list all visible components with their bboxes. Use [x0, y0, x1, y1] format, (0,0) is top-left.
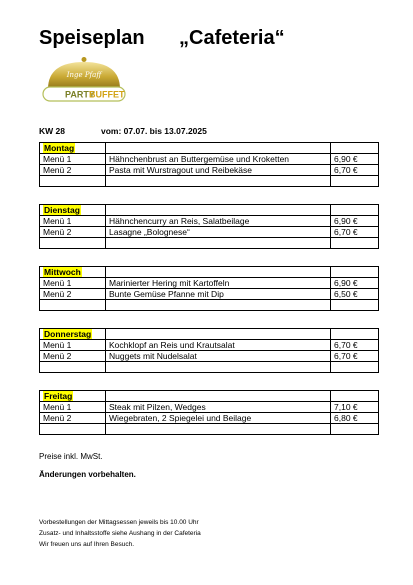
- day-name-cell: [40, 329, 106, 340]
- table-row: [40, 362, 379, 373]
- menu-table-freitag: [39, 390, 379, 435]
- menu-table-mittwoch: [39, 266, 379, 311]
- price: 6,80 €: [331, 413, 379, 424]
- menu-table-donnerstag: [39, 328, 379, 373]
- menu-label: Menü 2: [40, 351, 106, 362]
- day-name: Donnerstag: [44, 329, 92, 339]
- logo-brand-right: BUFFET: [89, 89, 125, 100]
- menu-label: Menü 2: [40, 289, 106, 300]
- price: 6,70 €: [331, 227, 379, 238]
- table-row: [40, 300, 379, 311]
- table-row: [40, 267, 379, 278]
- logo-brand-left: PARTY: [65, 89, 95, 100]
- menu-label: Menü 2: [40, 413, 106, 424]
- table-row: [40, 238, 379, 249]
- dish: Steak mit Pilzen, Wedges: [106, 402, 331, 413]
- price: 7,10 €: [331, 402, 379, 413]
- party-buffet-logo: [38, 56, 130, 108]
- table-row: [40, 340, 379, 351]
- dish: Lasagne „Bolognese“: [106, 227, 331, 238]
- day-name: Mittwoch: [44, 267, 81, 277]
- table-row: [40, 143, 379, 154]
- price: 6,90 €: [331, 216, 379, 227]
- day-name: Freitag: [44, 391, 73, 401]
- menu-label: Menü 2: [40, 165, 106, 176]
- table-row: [40, 216, 379, 227]
- menu-label: Menü 1: [40, 154, 106, 165]
- menu-table-montag: [39, 142, 379, 187]
- dish: Wiegebraten, 2 Spiegelei und Beilage: [106, 413, 331, 424]
- menu-label: Menü 2: [40, 227, 106, 238]
- price: 6,70 €: [331, 340, 379, 351]
- dish: Nuggets mit Nudelsalat: [106, 351, 331, 362]
- table-row: [40, 329, 379, 340]
- table-row: [40, 205, 379, 216]
- day-name-cell: [40, 143, 106, 154]
- dish: Hähnchenbrust an Buttergemüse und Kroketten: [106, 154, 331, 165]
- table-row: [40, 424, 379, 435]
- menu-label: Menü 1: [40, 340, 106, 351]
- day-name: Dienstag: [44, 205, 80, 215]
- logo-script-text: Inge Pfaff: [66, 71, 102, 79]
- dish: Kochklopf an Reis und Krautsalat: [106, 340, 331, 351]
- table-row: [40, 351, 379, 362]
- week-range: vom: 07.07. bis 13.07.2025: [101, 126, 207, 136]
- price: 6,70 €: [331, 351, 379, 362]
- price: 6,90 €: [331, 278, 379, 289]
- day-name-cell: [40, 267, 106, 278]
- day-name: Montag: [44, 143, 75, 153]
- table-row: [40, 391, 379, 402]
- additives-note: Zusatz- und Inhaltsstoffe siehe Aushang in der Cafeteria: [39, 530, 201, 537]
- cafeteria-title: „Cafeteria“: [179, 27, 285, 49]
- dish: Marinierter Hering mit Kartoffeln: [106, 278, 331, 289]
- price: 6,90 €: [331, 154, 379, 165]
- table-row: [40, 402, 379, 413]
- calendar-week: KW 28: [39, 126, 65, 136]
- day-name-cell: [40, 205, 106, 216]
- welcome-note: Wir freuen uns auf Ihren Besuch.: [39, 541, 135, 548]
- day-name-cell: [40, 391, 106, 402]
- table-row: [40, 278, 379, 289]
- menu-label: Menü 1: [40, 402, 106, 413]
- table-row: [40, 289, 379, 300]
- price: 6,50 €: [331, 289, 379, 300]
- changes-note: Änderungen vorbehalten.: [39, 470, 136, 479]
- page-title: Speiseplan: [39, 27, 145, 49]
- table-row: [40, 165, 379, 176]
- menu-label: Menü 1: [40, 216, 106, 227]
- price: 6,70 €: [331, 165, 379, 176]
- table-row: [40, 176, 379, 187]
- table-row: [40, 154, 379, 165]
- vat-note: Preise inkl. MwSt.: [39, 452, 103, 461]
- menu-table-dienstag: [39, 204, 379, 249]
- dish: Pasta mit Wurstragout und Reibekäse: [106, 165, 331, 176]
- menu-label: Menü 1: [40, 278, 106, 289]
- table-row: [40, 227, 379, 238]
- table-row: [40, 413, 379, 424]
- dish: Hähnchencurry an Reis, Salatbeilage: [106, 216, 331, 227]
- dish: Bunte Gemüse Pfanne mit Dip: [106, 289, 331, 300]
- preorder-note: Vorbestellungen der Mittagsessen jeweils bis 10.00 Uhr: [39, 519, 199, 526]
